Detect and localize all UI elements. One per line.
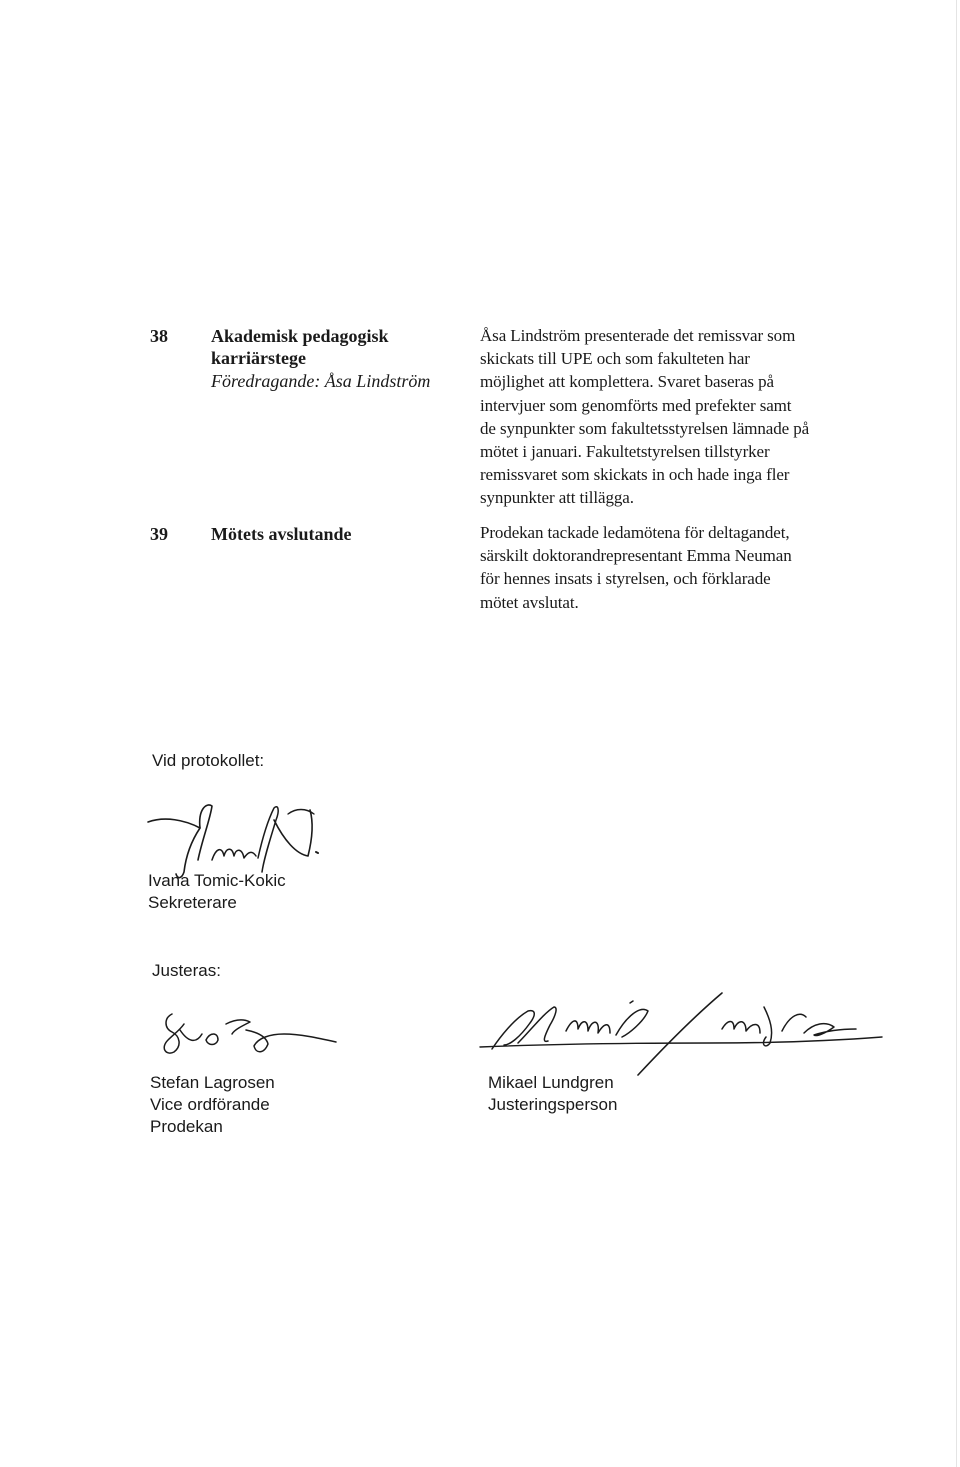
body-line: möjlighet att komplettera. Svaret baseras på [480,372,774,392]
item-presenter: Föredragande: Åsa Lindström [211,371,431,391]
item-body [480,521,880,614]
chair-signature [150,1000,350,1075]
item-title-line-1: Akademisk pedagogisk [211,326,389,346]
scan-edge [956,0,957,1467]
body-line: skickats till UPE och som fakulteten har [480,349,750,369]
adjusters-label: Justeras: [152,961,221,980]
body-line: mötet avslutat. [480,592,579,612]
item-number: 39 [150,524,168,544]
secretary-name: Ivana Tomic-Kokic [148,871,286,890]
adjuster-name: Mikael Lundgren [488,1073,614,1092]
item-body [480,324,880,510]
body-line: Åsa Lindström presenterade det remissvar som [480,326,796,345]
body-line: särskilt doktorandrepresentant Emma Neuman [480,546,792,566]
body-line: Prodekan tackade ledamötena för deltagandet, [480,523,790,542]
chair-name: Stefan Lagrosen [150,1073,275,1092]
body-line: mötet i januari. Fakultetstyrelsen tillstyrker [480,442,770,462]
body-line: de synpunkter som fakultetsstyrelsen lämnade på [480,418,810,438]
adjuster-signature [470,985,890,1080]
item-number: 38 [150,326,168,346]
chair-role-2: Prodekan [150,1117,223,1136]
item-title-line-1: Mötets avslutande [211,524,352,544]
body-line: remissvaret som skickats in och hade inga fler [480,465,790,485]
minutes-label: Vid protokollet: [152,751,265,770]
body-line: intervjuer som genomförts med prefekter samt [480,395,792,415]
item-title-line-2: karriärstege [211,348,306,368]
body-line: synpunkter att tillägga. [480,488,634,508]
adjuster-role: Justeringsperson [488,1095,618,1114]
secretary-role: Sekreterare [148,893,237,912]
chair-role-1: Vice ordförande [150,1095,270,1114]
body-line: för hennes insats i styrelsen, och förklarade [480,569,771,589]
